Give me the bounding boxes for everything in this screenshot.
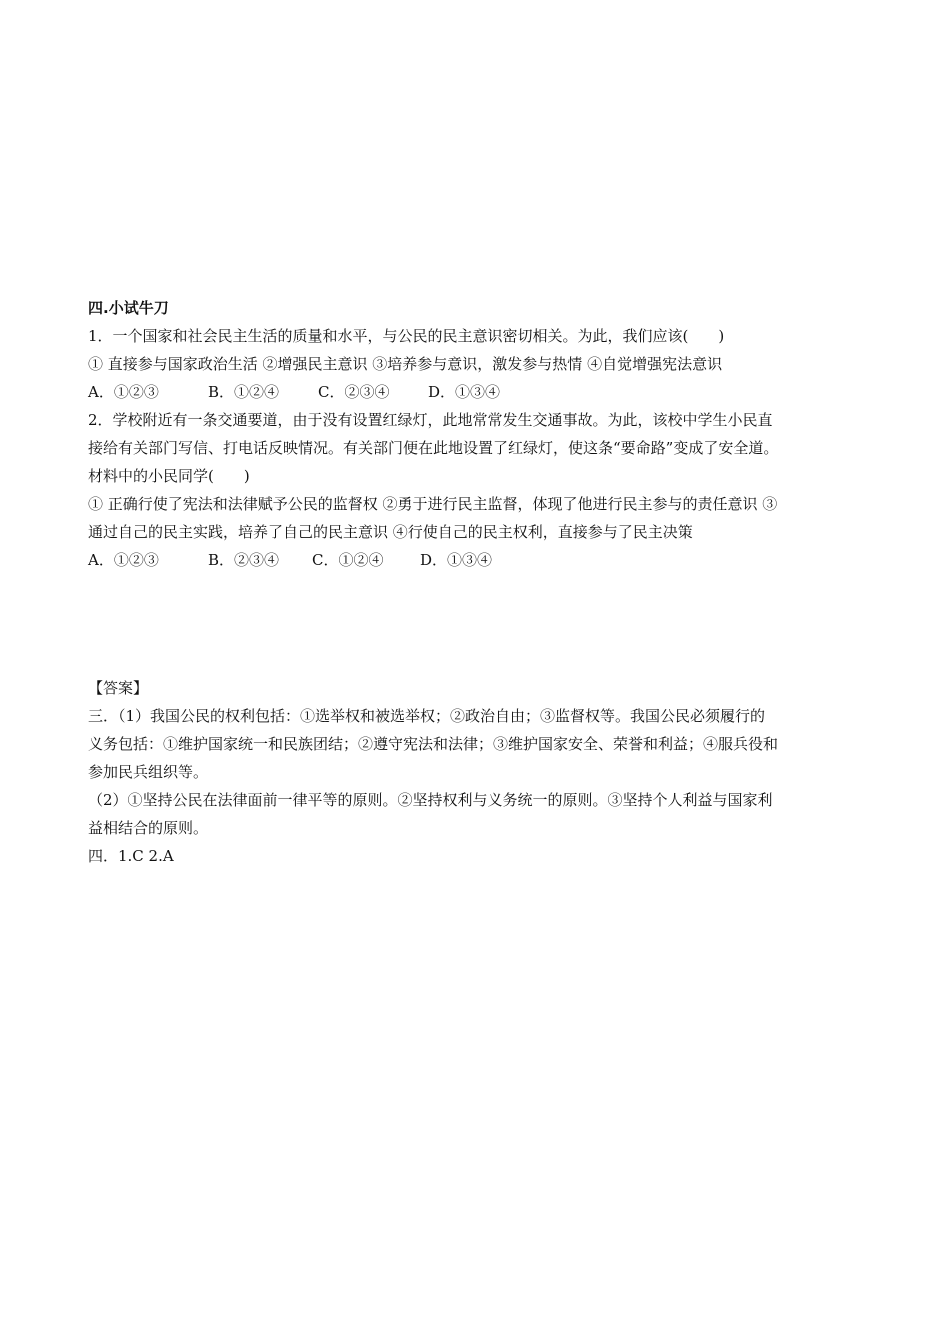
question-1-statements: ① 直接参与国家政治生活 ②增强民主意识 ③培养参与意识，激发参与热情 ④自觉增强宪法意识 <box>88 355 723 373</box>
answer-section <box>88 674 878 870</box>
question-2-stem-line-1: 2．学校附近有一条交通要道，由于没有设置红绿灯，此地常常发生交通事故。为此，该校中学生小民直 <box>88 411 773 429</box>
section-four <box>88 294 878 574</box>
answer-3-part2-line-1: （2）①坚持公民在法律面前一律平等的原则。②坚持权利与义务统一的原则。③坚持个人利益与国家利 <box>88 791 773 809</box>
section-heading: 四.小试牛刀 <box>88 299 169 317</box>
option-a: A．①②③ <box>88 383 159 401</box>
question-1-stem: 1．一个国家和社会民主生活的质量和水平，与公民的民主意识密切相关。为此，我们应该( ) <box>88 327 725 345</box>
answer-3-part2-line-2: 益相结合的原则。 <box>88 819 209 837</box>
answer-3-line-3: 参加民兵组织等。 <box>88 763 209 781</box>
answer-3-line-2: 义务包括：①维护国家统一和民族团结；②遵守宪法和法律；③维护国家安全、荣誉和利益；④服兵役和 <box>88 735 779 753</box>
option-d: D．①③④ <box>420 551 493 569</box>
option-d: D．①③④ <box>428 383 501 401</box>
option-c: C．①②④ <box>312 551 384 569</box>
option-c: C．②③④ <box>318 383 390 401</box>
question-2-statements-line-1: ① 正确行使了宪法和法律赋予公民的监督权 ②勇于进行民主监督，体现了他进行民主参与的责任意识 ③ <box>88 495 778 513</box>
question-2-stem-line-3: 材料中的小民同学( ) <box>88 467 250 485</box>
question-2-statements-line-2: 通过自己的民主实践，培养了自己的民主意识 ④行使自己的民主权利，直接参与了民主决策 <box>88 523 693 541</box>
option-a: A．①②③ <box>88 551 159 569</box>
answer-heading: 【答案】 <box>88 679 149 697</box>
question-1-options <box>88 378 878 406</box>
option-b: B．①②④ <box>208 383 280 401</box>
option-b: B．②③④ <box>208 551 280 569</box>
question-2-stem-line-2: 接给有关部门写信、打电话反映情况。有关部门便在此地设置了红绿灯，使这条“要命路”变成了安全道。 <box>88 439 779 457</box>
question-2-options <box>88 546 878 574</box>
answer-4: 四．1.C 2.A <box>88 847 174 865</box>
answer-3-line-1: 三．（1）我国公民的权利包括：①选举权和被选举权；②政治自由；③监督权等。我国公民必须履行的 <box>88 707 766 725</box>
